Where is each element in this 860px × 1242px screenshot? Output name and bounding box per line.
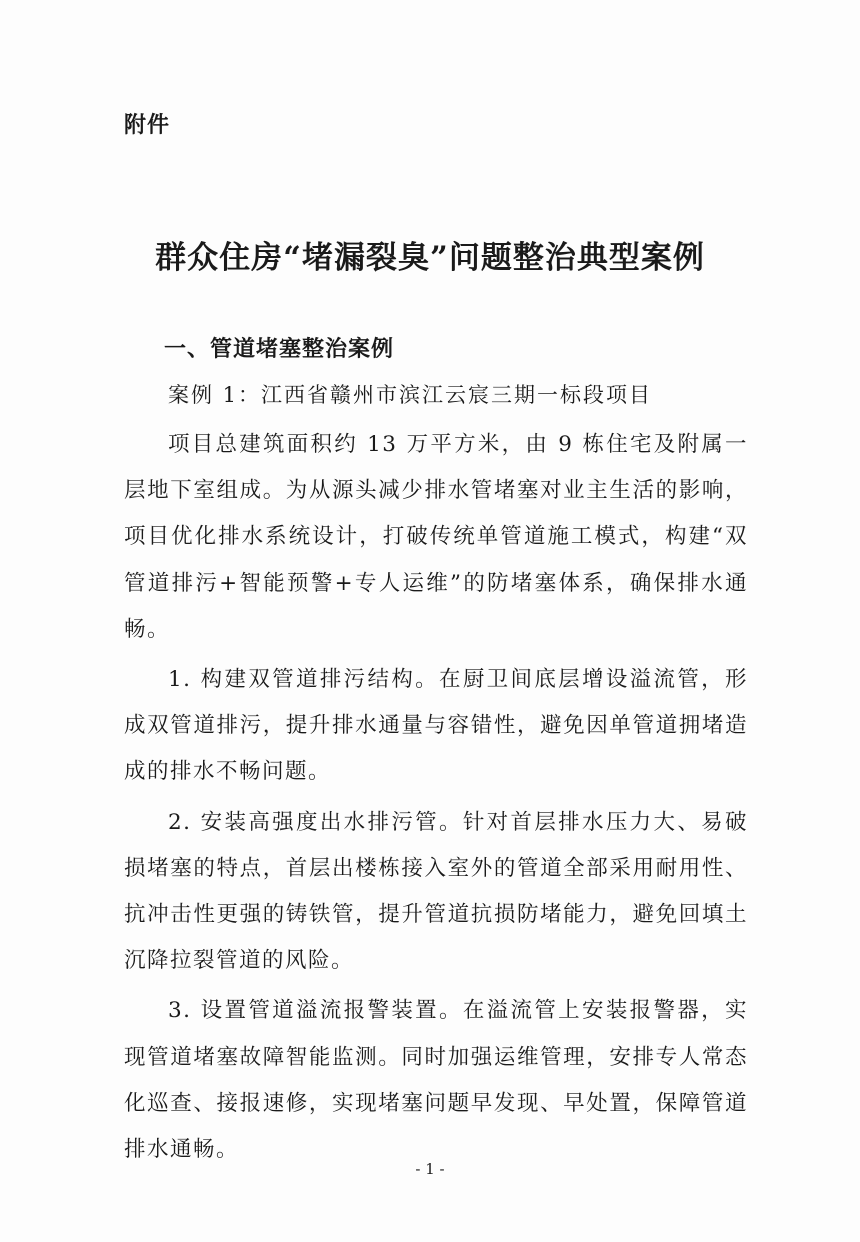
attachment-label: 附件 <box>124 113 171 138</box>
document-title: 群众住房“堵漏裂臭”问题整治典型案例 <box>155 240 705 276</box>
page-number: - 1 - <box>415 1160 445 1178</box>
paragraph-measure-1: 1. 构建双管道排污结构。在厨卫间底层增设溢流管，形成双管道排污，提升排水通量与容错性，避免因单管道拥堵造成的排水不畅问题。 <box>124 667 748 785</box>
paragraph-overview: 项目总建筑面积约 13 万平方米，由 9 栋住宅及附属一层地下室组成。为从源头减少排水管堵塞对业主生活的影响，项目优化排水系统设计，打破传统单管道施工模式，构建“双管道排污+智能预警+专人运维”的防堵塞体系，确保排水通畅。 <box>124 432 748 642</box>
paragraph-measure-2: 2. 安装高强度出水排污管。针对首层排水压力大、易破损堵塞的特点，首层出楼栋接入室外的管道全部采用耐用性、抗冲击性更强的铸铁管，提升管道抗损防堵能力，避免回填土沉降拉裂管道的风险。 <box>124 809 748 974</box>
case-title: 案例 1：江西省赣州市滨江云宸三期一标段项目 <box>168 383 653 407</box>
section-heading: 一、管道堵塞整治案例 <box>164 337 395 362</box>
document-body <box>124 328 748 1173</box>
paragraph-measure-3: 3. 设置管道溢流报警装置。在溢流管上安装报警器，实现管道堵塞故障智能监测。同时加强运维管理，安排专人常态化巡查、接报速修，实现堵塞问题早发现、早处置，保障管道排水通畅。 <box>124 998 748 1163</box>
